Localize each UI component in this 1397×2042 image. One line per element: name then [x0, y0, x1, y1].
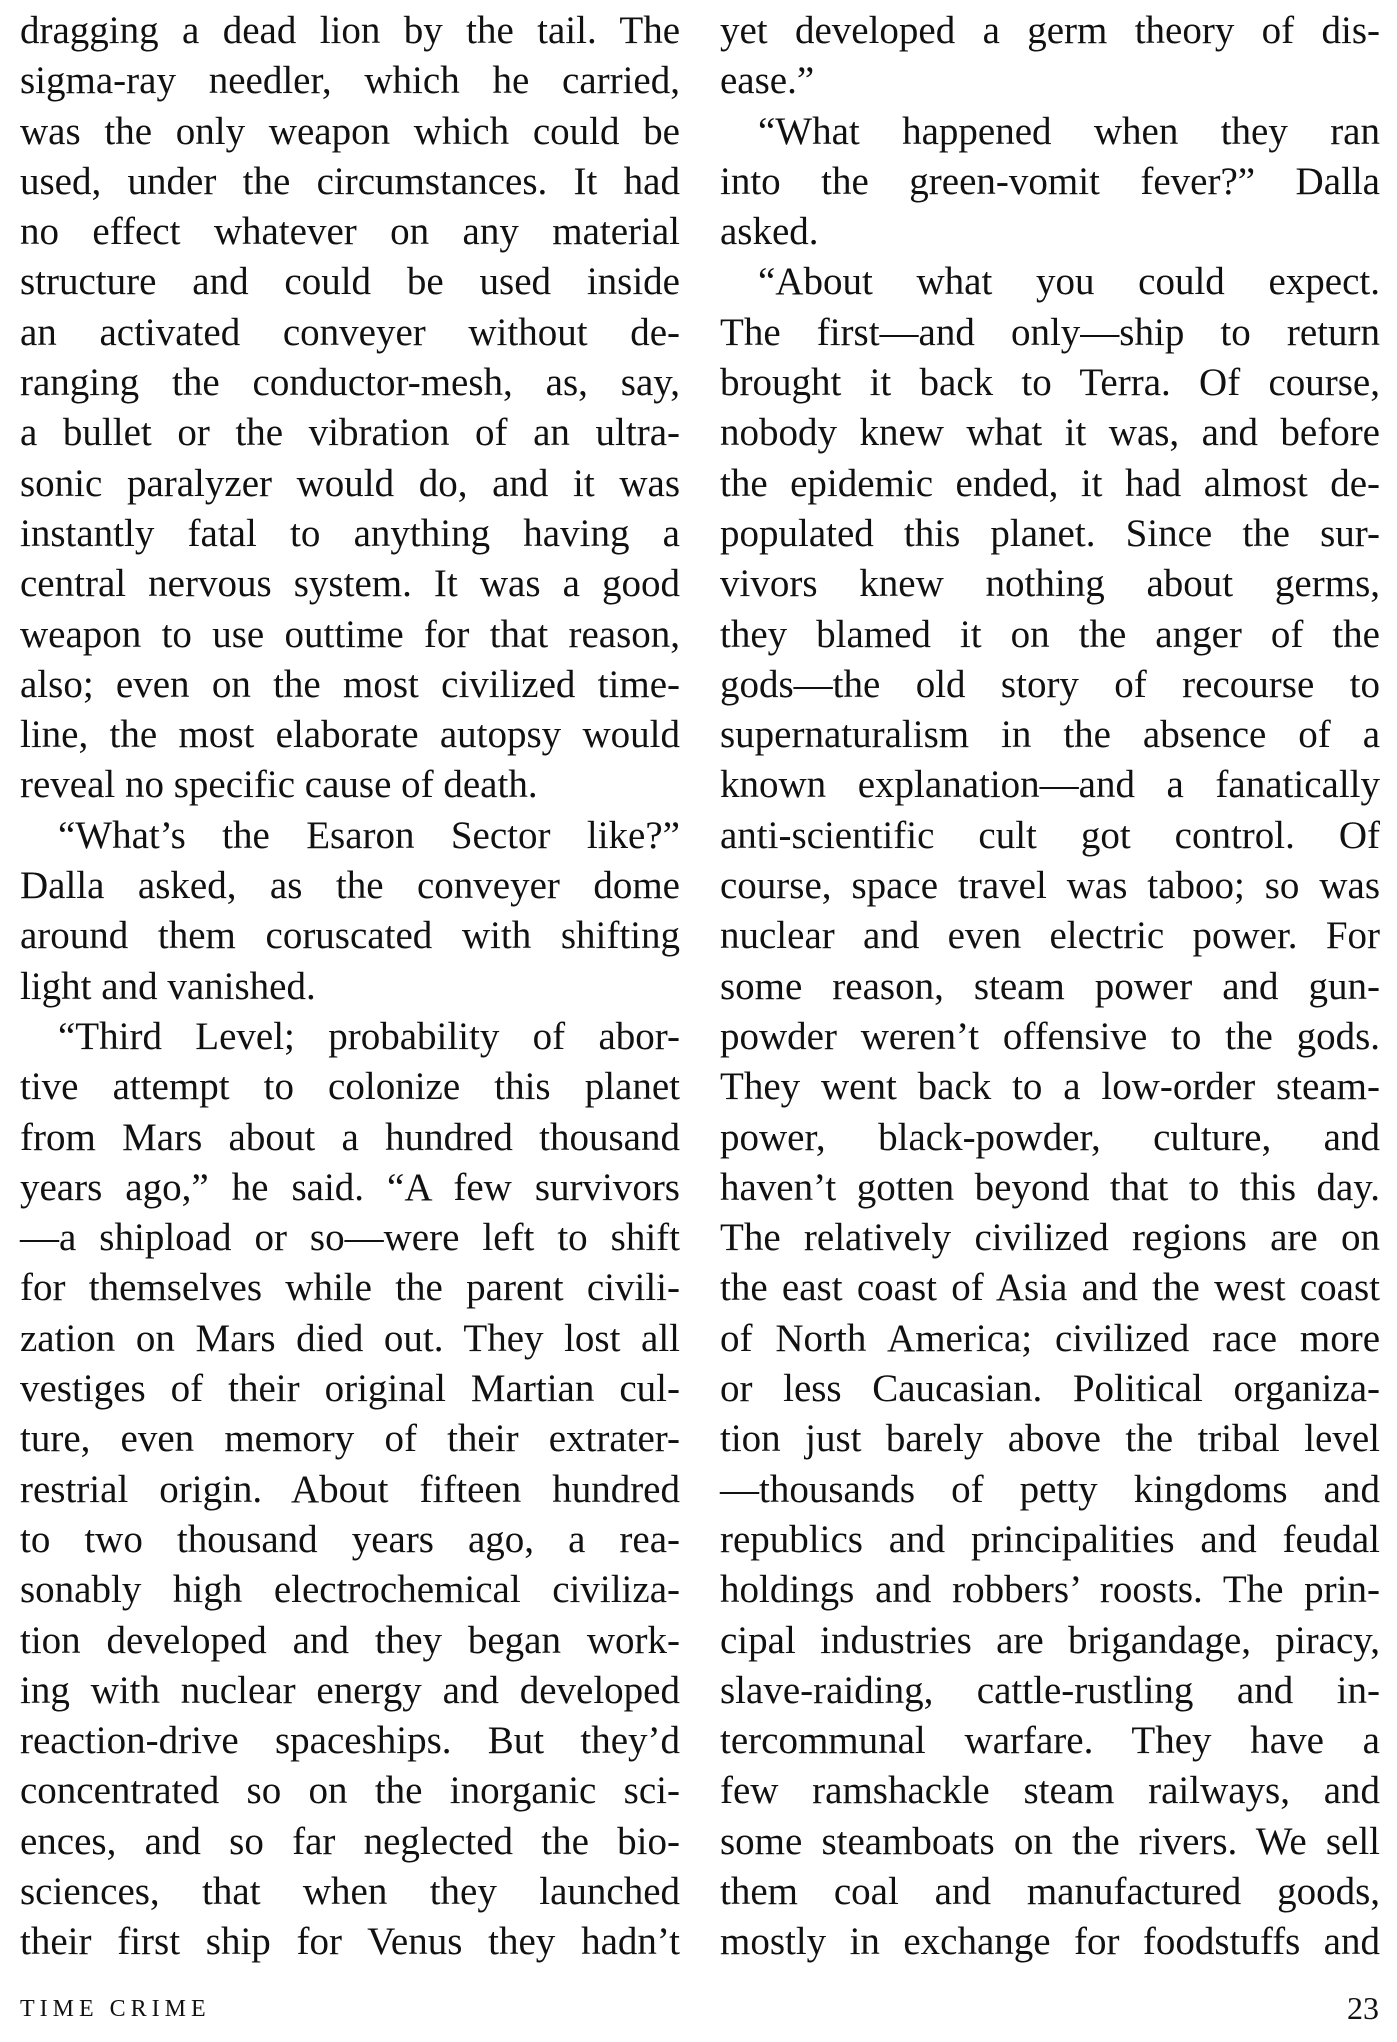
text-line: around them coruscated with shifting [20, 914, 680, 958]
text-line: some steamboats on the rivers. We sell [720, 1819, 1380, 1863]
text-line: from Mars about a hundred thousand [20, 1115, 680, 1159]
text-line: They went back to a low-order steam- [720, 1065, 1380, 1109]
text-line: cipal industries are brigandage, piracy, [720, 1618, 1380, 1662]
text-line: anti-scientific cult got control. Of [720, 813, 1380, 857]
text-line: holdings and robbers’ roosts. The prin- [720, 1568, 1380, 1612]
text-line: republics and principalities and feudal [720, 1517, 1380, 1561]
text-line: The first—and only—ship to return [720, 310, 1380, 354]
text-line: dragging a dead lion by the tail. The [20, 9, 680, 52]
text-line: yet developed a germ theory of dis- [720, 9, 1380, 52]
text-line: mostly in exchange for foodstuffs and [720, 1920, 1380, 1964]
text-line: used, under the circumstances. It had [20, 159, 680, 203]
text-line: central nervous system. It was a good [20, 562, 680, 606]
text-line: their first ship for Venus they hadn’t [20, 1920, 680, 1964]
text-line: structure and could be used inside [20, 260, 680, 304]
text-line: they blamed it on the anger of the [720, 612, 1380, 656]
text-line: the east coast of Asia and the west coast [720, 1266, 1380, 1310]
text-line: vivors knew nothing about germs, [720, 562, 1380, 606]
text-line: supernaturalism in the absence of a [720, 713, 1380, 757]
right-column [720, 6, 1380, 1968]
text-line: of North America; civilized race more [720, 1316, 1380, 1360]
text-line: power, black-powder, culture, and [720, 1115, 1380, 1159]
text-line: “Third Level; probability of abor- [58, 1014, 680, 1058]
text-line: powder weren’t offensive to the gods. [720, 1014, 1380, 1058]
text-line: them coal and manufactured goods, [720, 1869, 1380, 1913]
text-line: asked. [720, 210, 819, 254]
text-line: tion just barely above the tribal level [720, 1417, 1380, 1461]
text-line: gods—the old story of recourse to [720, 662, 1380, 706]
text-line: zation on Mars died out. They lost all [20, 1316, 680, 1360]
text-line: ing with nuclear energy and developed [20, 1668, 680, 1712]
text-line: sigma-ray needler, which he carried, [20, 59, 680, 103]
text-line: brought it back to Terra. Of course, [720, 361, 1380, 405]
text-line: was the only weapon which could be [20, 109, 680, 153]
text-line: some reason, steam power and gun- [720, 964, 1380, 1008]
text-line: or less Caucasian. Political organiza- [720, 1367, 1380, 1411]
text-line: few ramshackle steam railways, and [720, 1769, 1380, 1813]
text-line: ture, even memory of their extrater- [20, 1417, 680, 1461]
text-line: line, the most elaborate autopsy would [20, 713, 680, 757]
text-line: —thousands of petty kingdoms and [720, 1467, 1380, 1511]
text-line: a bullet or the vibration of an ultra- [20, 411, 680, 455]
text-line: light and vanished. [20, 964, 316, 1008]
text-line: years ago,” he said. “A few survivors [20, 1165, 680, 1209]
text-line: restrial origin. About fifteen hundred [20, 1467, 680, 1511]
text-line: populated this planet. Since the sur- [720, 511, 1380, 555]
text-line: The relatively civilized regions are on [720, 1216, 1380, 1260]
text-line: haven’t gotten beyond that to this day. [720, 1165, 1380, 1209]
text-line: sciences, that when they launched [20, 1869, 680, 1913]
text-line: sonably high electrochemical civiliza- [20, 1568, 680, 1612]
text-line: for themselves while the parent civili- [20, 1266, 680, 1310]
text-line: “About what you could expect. [758, 260, 1380, 304]
text-line: to two thousand years ago, a rea- [20, 1517, 680, 1561]
page-number: 23 [1347, 1990, 1379, 2026]
text-line: ease.” [720, 59, 815, 103]
text-line: tion developed and they began work- [20, 1618, 680, 1662]
text-line: the epidemic ended, it had almost de- [720, 461, 1380, 505]
text-line: also; even on the most civilized time- [20, 662, 680, 706]
text-line: instantly fatal to anything having a [20, 511, 680, 555]
text-line: course, space travel was taboo; so was [720, 864, 1380, 908]
text-line: an activated conveyer without de- [20, 310, 680, 354]
text-line: concentrated so on the inorganic sci- [20, 1769, 680, 1813]
text-line: sonic paralyzer would do, and it was [20, 461, 680, 505]
text-line: nobody knew what it was, and before [720, 411, 1380, 455]
text-line: weapon to use outtime for that reason, [20, 612, 680, 656]
text-line: “What’s the Esaron Sector like?” [58, 813, 680, 857]
text-line: no effect whatever on any material [20, 210, 680, 254]
text-line: vestiges of their original Martian cul- [20, 1367, 680, 1411]
text-line: tive attempt to colonize this planet [20, 1065, 680, 1109]
text-line: “What happened when they ran [758, 109, 1380, 153]
text-line: known explanation—and a fanatically [720, 763, 1380, 807]
text-line: nuclear and even electric power. For [720, 914, 1380, 958]
text-line: Dalla asked, as the conveyer dome [20, 864, 680, 908]
left-column [20, 6, 680, 1968]
text-line: into the green-vomit fever?” Dalla [720, 159, 1380, 203]
text-line: ences, and so far neglected the bio- [20, 1819, 680, 1863]
text-line: reaction-drive spaceships. But they’d [20, 1719, 680, 1763]
text-line: tercommunal warfare. They have a [720, 1719, 1380, 1763]
text-line: slave-raiding, cattle-rustling and in- [720, 1668, 1380, 1712]
text-line: —a shipload or so—were left to shift [20, 1216, 680, 1260]
text-line: ranging the conductor-mesh, as, say, [20, 361, 680, 405]
text-line: reveal no specific cause of death. [20, 763, 538, 807]
running-footer-title: TIME CRIME [20, 1996, 211, 2022]
